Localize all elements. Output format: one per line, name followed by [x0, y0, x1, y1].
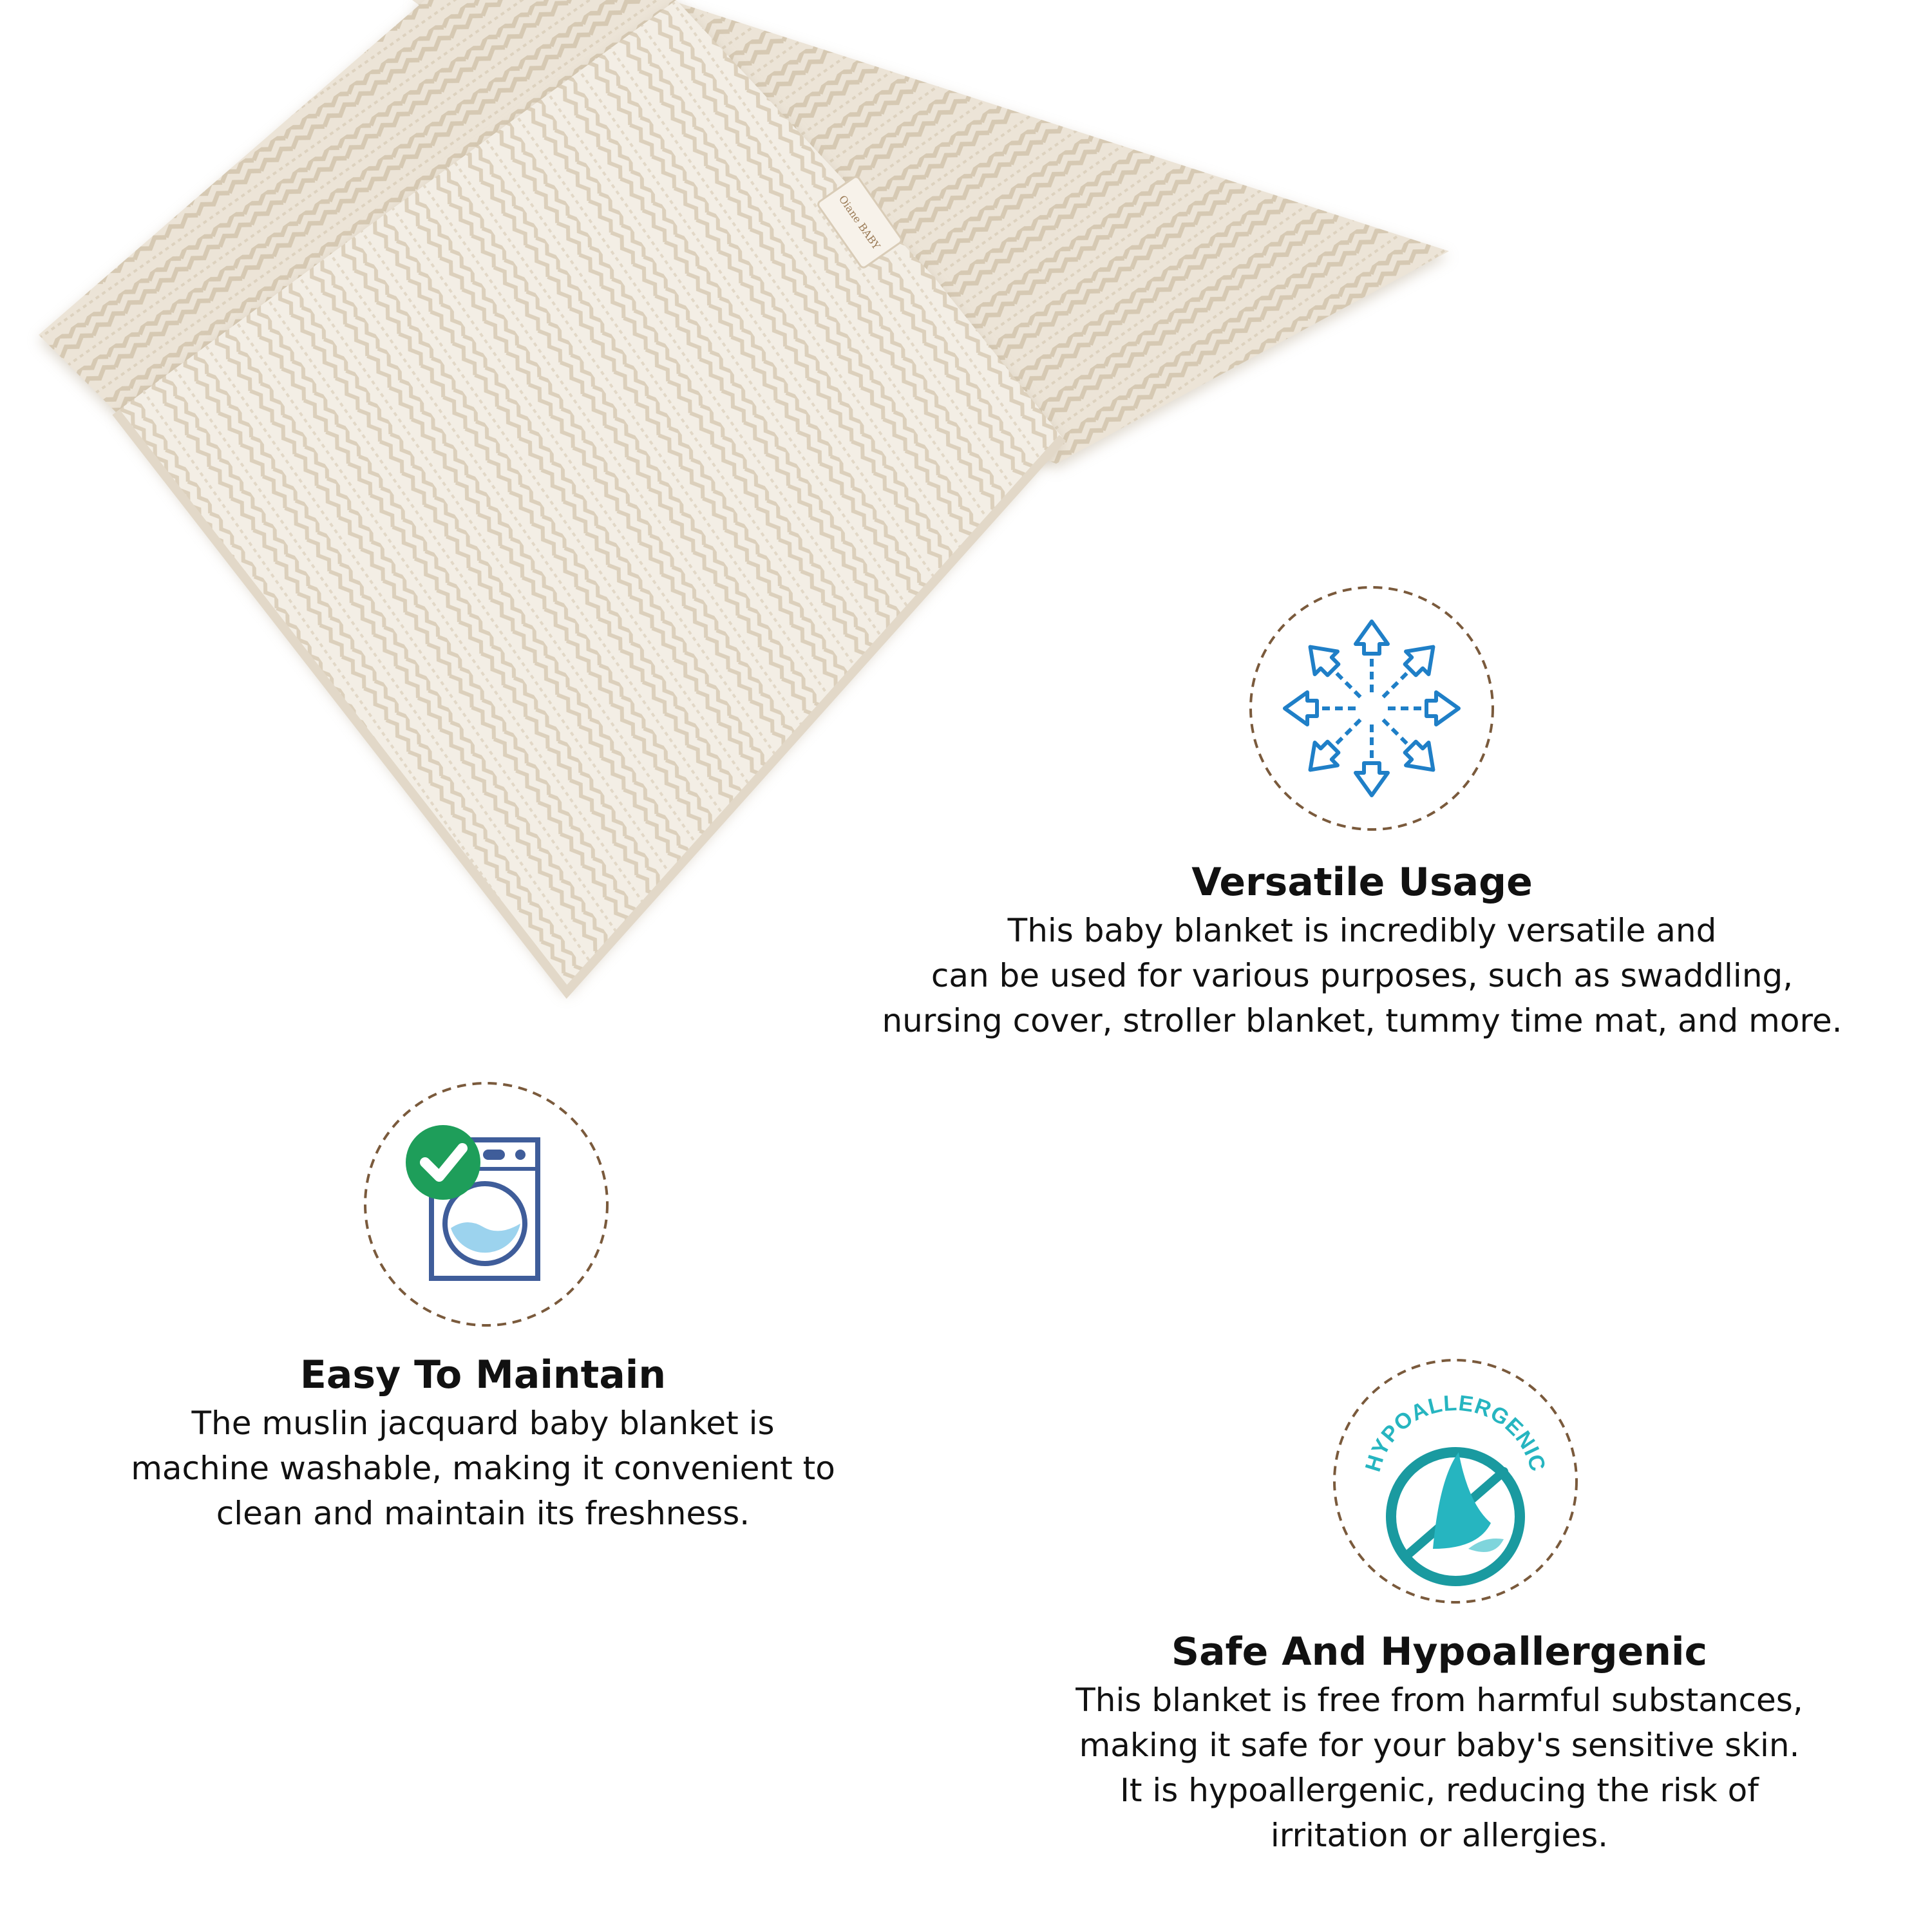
hypoallergenic-arc-text: HYPOALLERGENIC	[1360, 1390, 1551, 1475]
versatile-usage-badge	[1246, 583, 1497, 834]
feature-title: Safe And Hypoallergenic	[1171, 1629, 1708, 1674]
hypoallergenic-icon	[1330, 1356, 1581, 1607]
feature-description: The muslin jacquard baby blanket is machine washable, making it convenient to clean and maintain its freshness.	[131, 1405, 835, 1532]
feature-easy-to-maintain	[39, 1349, 927, 1536]
easy-maintain-badge	[361, 1079, 612, 1330]
feature-versatile-usage	[792, 857, 1932, 1043]
feature-title: Easy To Maintain	[299, 1352, 667, 1397]
feature-description: This baby blanket is incredibly versatile and can be used for various purposes, such as swaddling, nursing cover, stroller blanket, tummy time mat, and more.	[882, 912, 1842, 1039]
hypoallergenic-badge	[1330, 1356, 1581, 1607]
feature-safe-hypoallergenic	[902, 1626, 1932, 1858]
brand-label-text: Oiane BABY	[836, 193, 883, 252]
washing-machine-check-icon	[361, 1079, 612, 1330]
expand-arrows-icon	[1246, 583, 1497, 834]
feature-title: Versatile Usage	[1191, 860, 1533, 905]
feature-description: This blanket is free from harmful substances, making it safe for your baby's sensitive skin. It is hypoallergenic, reducing the risk of irritation or allergies.	[1075, 1681, 1803, 1854]
